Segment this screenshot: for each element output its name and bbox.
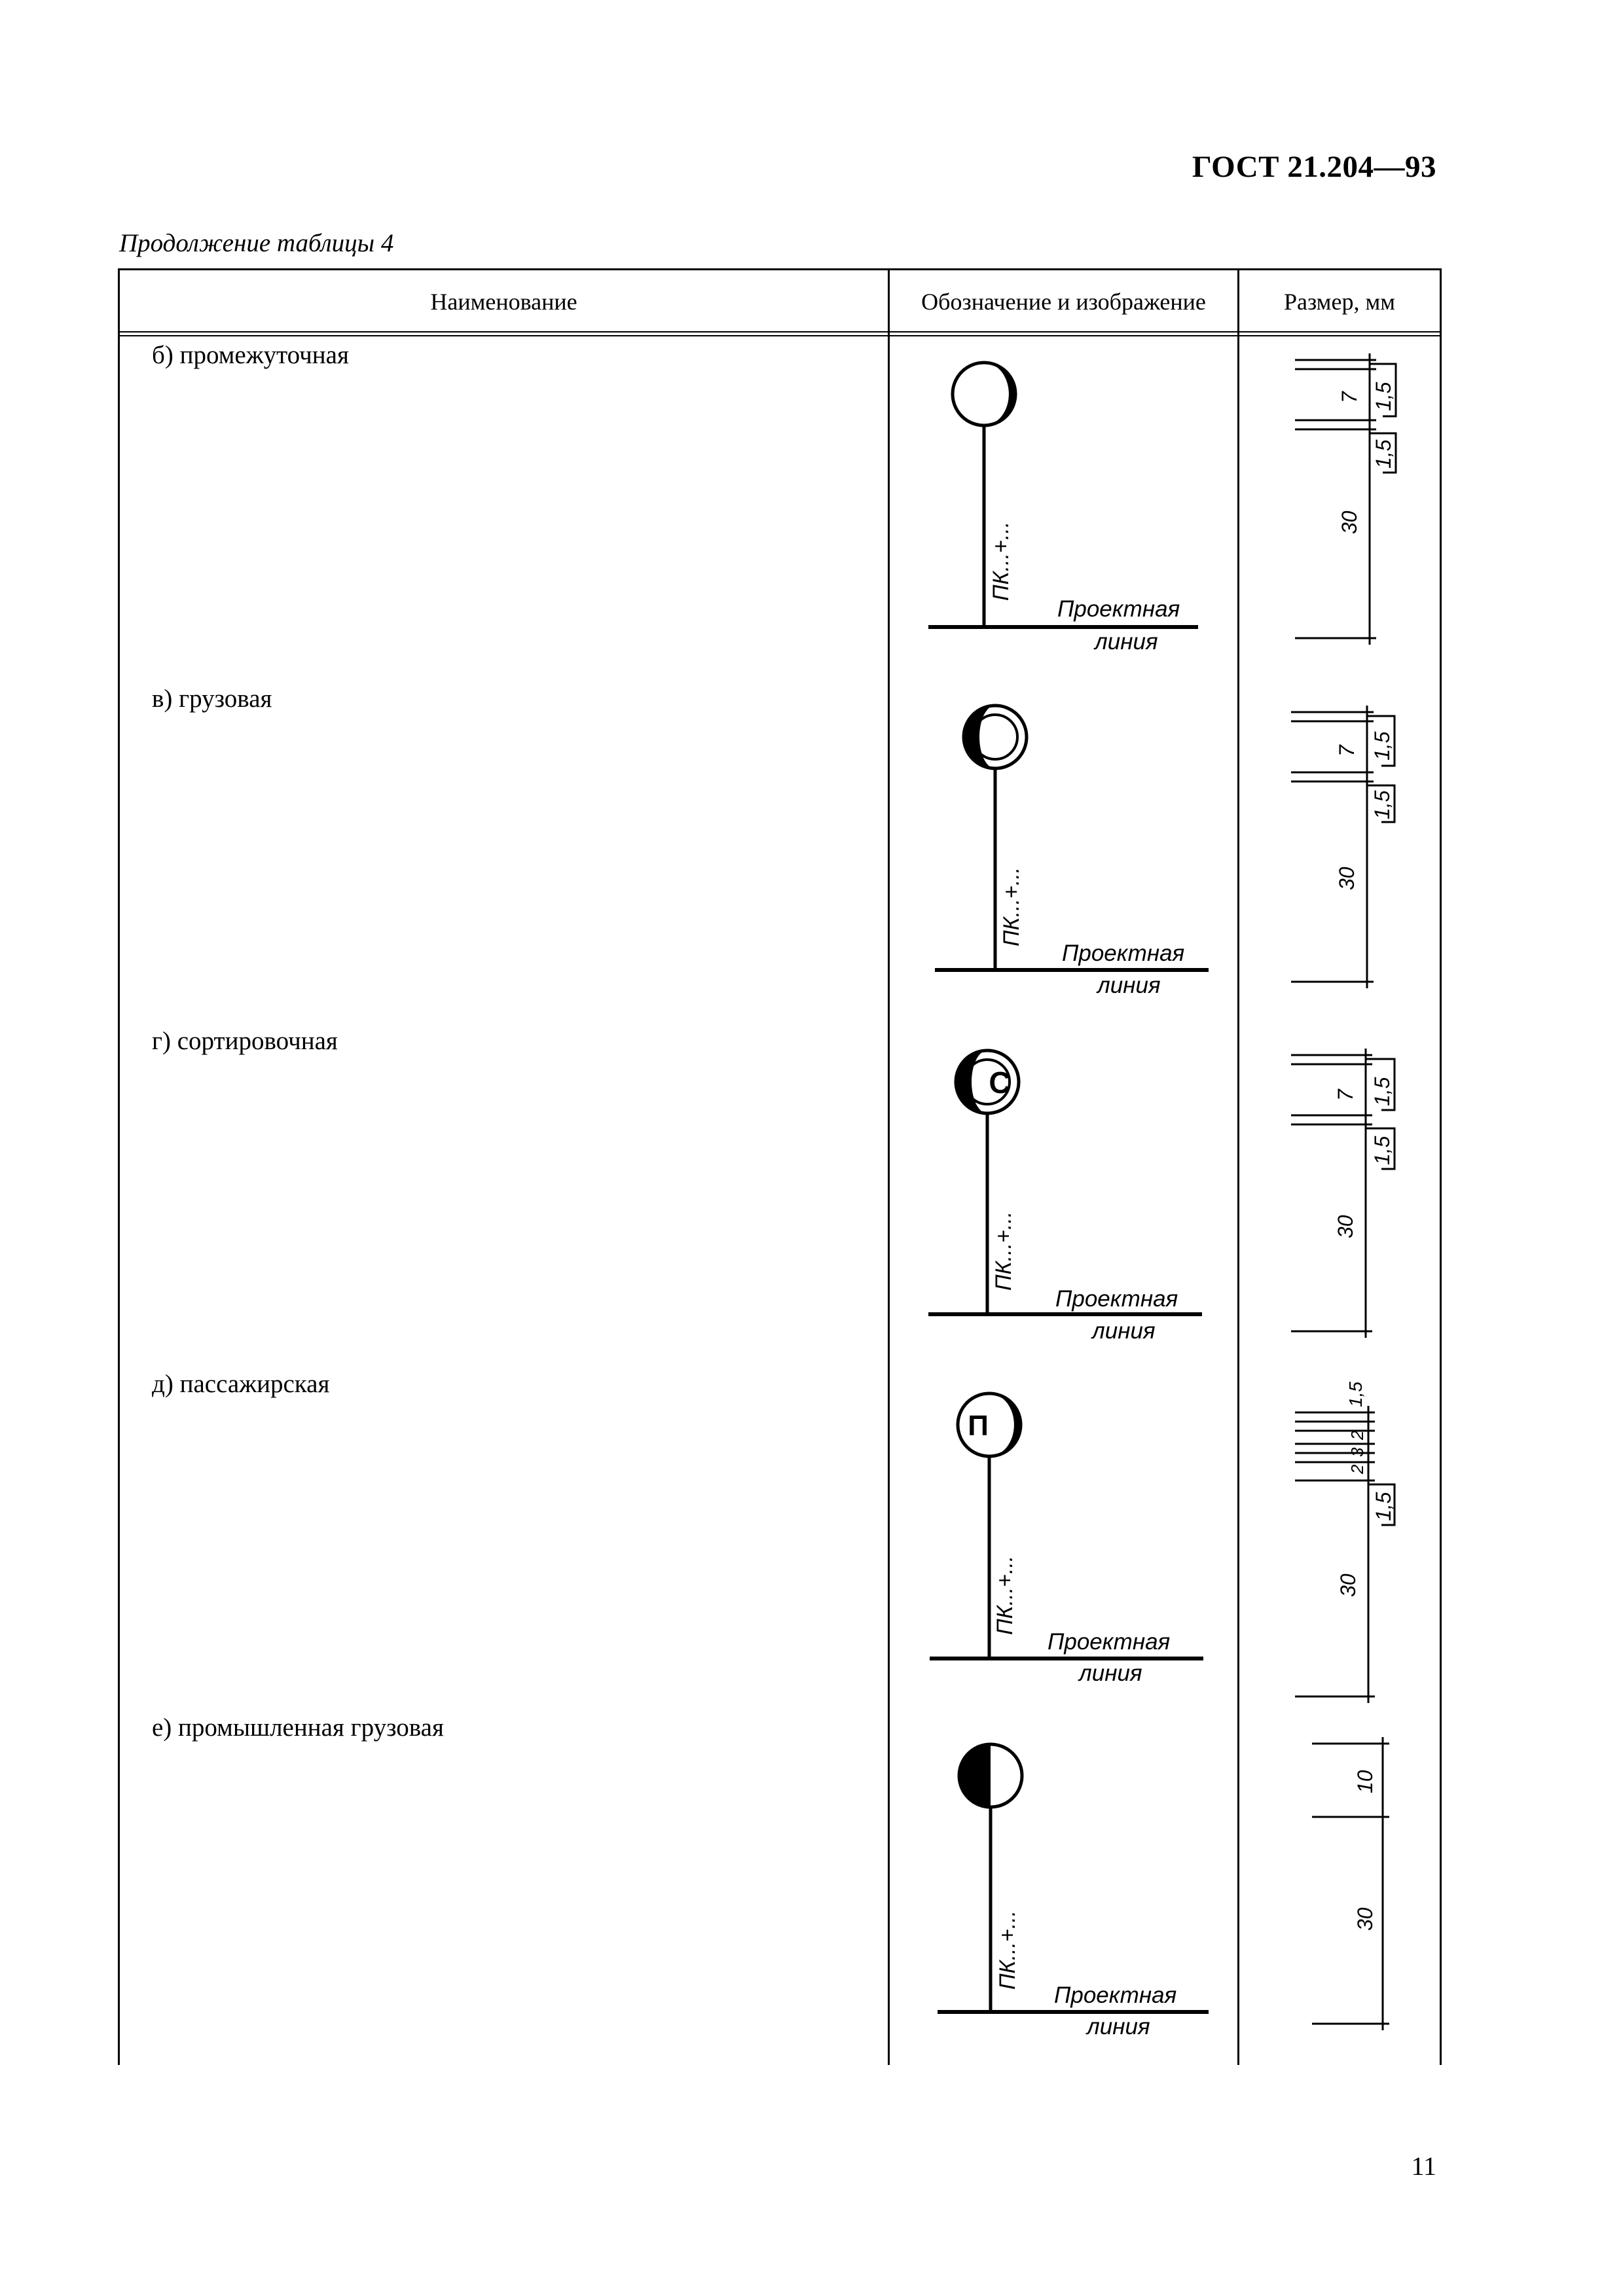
- dimension-scheme-industrial: [1312, 1737, 1389, 2030]
- column-header-symbol: Обозначение и изображение: [921, 289, 1206, 315]
- standard-code: ГОСТ 21.204—93: [1192, 150, 1436, 184]
- column-header-size: Размер, мм: [1283, 289, 1396, 315]
- dim-1-5-upper: 1,5: [1370, 1077, 1394, 1106]
- dim-3: 3: [1347, 1447, 1367, 1457]
- dim-7: 7: [1334, 1089, 1357, 1101]
- design-line-label-top: Проектная: [1057, 596, 1180, 622]
- row-label-sorting: г) сортировочная: [152, 1027, 338, 1055]
- chainage-label: ПК...+...: [991, 1211, 1016, 1291]
- chainage-label: ПК...+...: [995, 1910, 1020, 1990]
- freight-station-symbol: [935, 706, 1209, 970]
- dim-30: 30: [1336, 1573, 1360, 1597]
- design-line-label-bottom: линия: [1079, 1660, 1142, 1686]
- dim-30: 30: [1334, 1215, 1357, 1238]
- dim-10: 10: [1353, 1770, 1377, 1793]
- page-number: 11: [1411, 2151, 1436, 2181]
- design-line-label-top: Проектная: [1054, 1982, 1177, 2008]
- dim-1-5-lower: 1,5: [1370, 1136, 1394, 1165]
- design-line-label-bottom: линия: [1097, 973, 1161, 998]
- dim-2-b: 2: [1347, 1464, 1367, 1474]
- chainage-label: ПК...+...: [999, 867, 1024, 946]
- design-line-label-top: Проектная: [1048, 1629, 1171, 1655]
- dim-1-5-lower: 1,5: [1372, 1492, 1395, 1521]
- row-label-passenger: д) пассажирская: [152, 1370, 330, 1398]
- row-label-industrial: е) промышленная грузовая: [152, 1713, 444, 1742]
- dim-7: 7: [1338, 391, 1361, 403]
- design-line-label-bottom: линия: [1087, 2014, 1150, 2039]
- column-header-name: Наименование: [430, 289, 577, 315]
- dim-1-5-top: 1,5: [1345, 1382, 1366, 1407]
- dim-1-5-upper: 1,5: [1372, 382, 1395, 411]
- row-label-intermediate: б) промежуточная: [152, 341, 349, 369]
- table-caption: Продолжение таблицы 4: [119, 229, 394, 257]
- marker-letter-p: П: [968, 1410, 989, 1442]
- design-line-label-bottom: линия: [1092, 1318, 1156, 1344]
- industrial-freight-station-symbol: [938, 1744, 1209, 2012]
- chainage-label: ПК...+...: [993, 1555, 1017, 1635]
- dimension-scheme-passenger: [1295, 1406, 1395, 1703]
- sorting-station-symbol: [928, 1050, 1202, 1314]
- dim-1-5-upper: 1,5: [1370, 731, 1394, 761]
- dim-2-a: 2: [1347, 1430, 1367, 1440]
- dim-30: 30: [1335, 867, 1359, 890]
- design-line-label-top: Проектная: [1062, 941, 1185, 966]
- design-line-label-top: Проектная: [1055, 1286, 1178, 1312]
- dim-1-5-lower: 1,5: [1372, 439, 1395, 469]
- marker-letter-s: С: [989, 1066, 1011, 1100]
- dim-7: 7: [1335, 745, 1359, 757]
- row-label-freight: в) грузовая: [152, 685, 272, 713]
- design-line-label-bottom: линия: [1095, 629, 1158, 655]
- dim-1-5-lower: 1,5: [1370, 790, 1394, 819]
- chainage-label: ПК...+...: [989, 521, 1013, 601]
- intermediate-station-symbol: [928, 363, 1198, 627]
- dim-30: 30: [1353, 1907, 1377, 1931]
- dim-30: 30: [1338, 511, 1361, 534]
